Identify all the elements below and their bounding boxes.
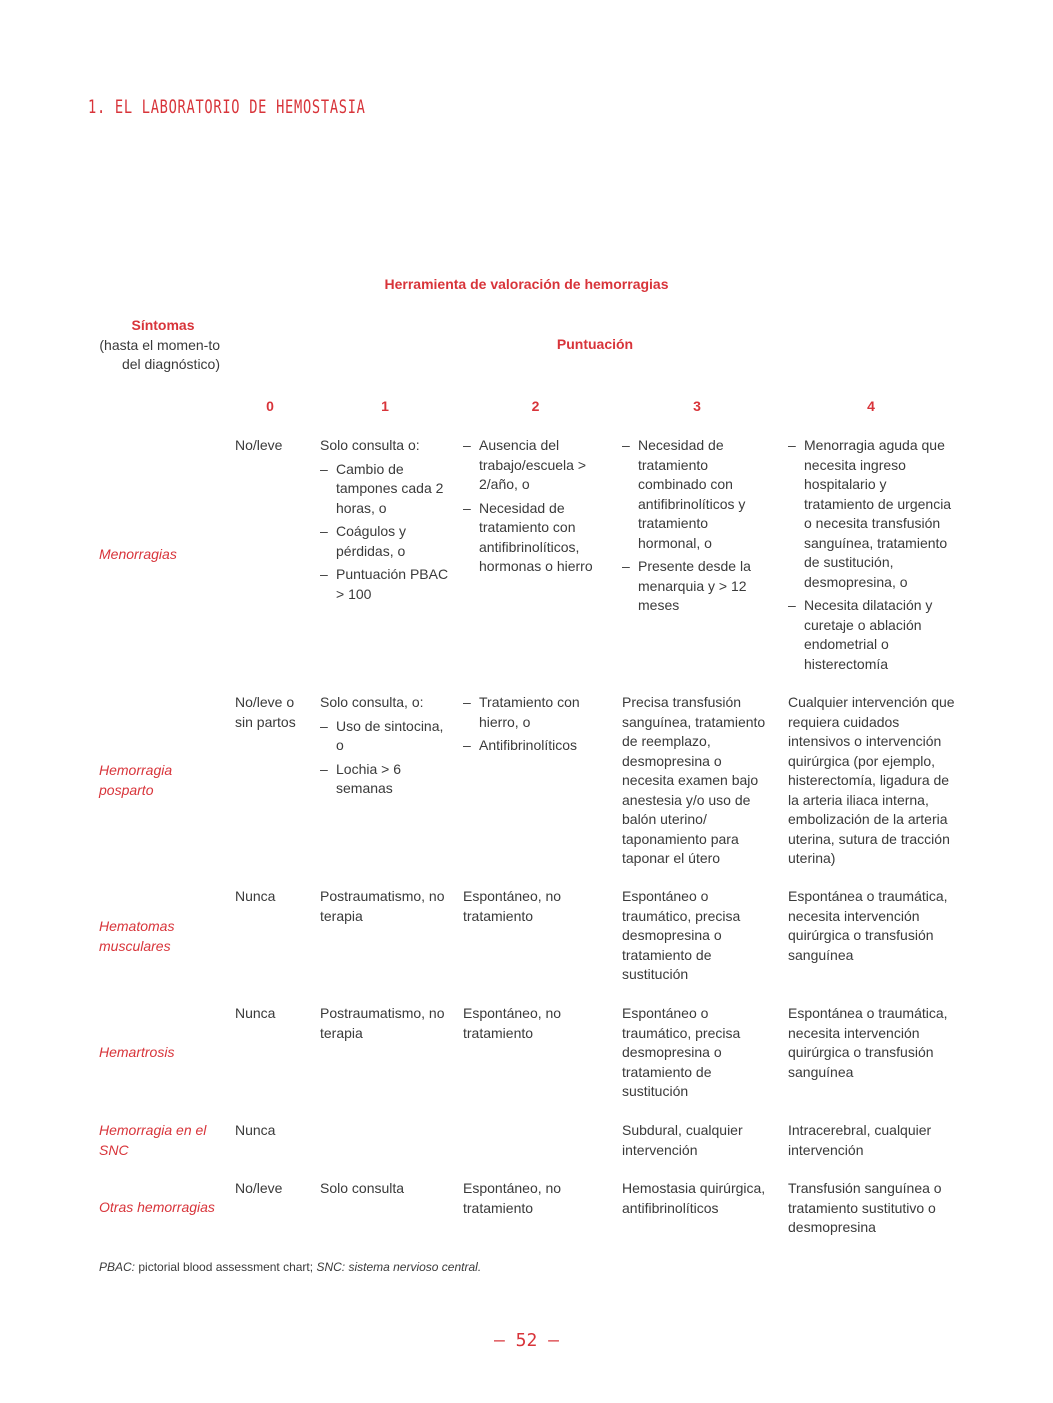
cell-posparto-3: Precisa transfusión sanguínea, tratamiento de reemplazo, desmopresina o necesita examen bajo anestesia y/o uso de balón uterino/ taponamiento para taponar el útero bbox=[622, 694, 766, 866]
column-header-2: 2 bbox=[531, 398, 540, 414]
list-item: – Puntuación PBAC > 100 bbox=[320, 565, 455, 604]
cell-otras-4: Transfusión sanguínea o tratamiento sustitutivo o desmopresina bbox=[788, 1180, 942, 1235]
bullet-list bbox=[463, 436, 608, 577]
cell-hematomas-3: Espontáneo o traumático, precisa desmopresina o tratamiento de sustitución bbox=[622, 888, 741, 982]
cell-otras-2: Espontáneo, no tratamiento bbox=[463, 1180, 562, 1216]
bullet-list bbox=[463, 693, 608, 756]
footnote-abbr-snc: SNC: sistema nervioso central. bbox=[316, 1260, 482, 1274]
cell-menorragias-2 bbox=[463, 436, 608, 581]
cell-snc-0: Nunca bbox=[235, 1122, 276, 1138]
list-item: – Necesidad de tratamiento con antifibrinolíticos, hormonas o hierro bbox=[463, 499, 608, 577]
symptom-hemorragia-snc: Hemorragia en el SNC bbox=[99, 1122, 207, 1158]
list-item: – Presente desde la menarquia y > 12 meses bbox=[622, 557, 762, 616]
cell-hemartrosis-3: Espontáneo o traumático, precisa desmopresina o tratamiento de sustitución bbox=[622, 1005, 741, 1099]
cell-posparto-0: No/leve o sin partos bbox=[235, 694, 296, 730]
cell-intro: Solo consulta, o: bbox=[320, 694, 424, 710]
list-item: – Cambio de tampones cada 2 horas, o bbox=[320, 460, 455, 519]
cell-hematomas-0: Nunca bbox=[235, 888, 276, 904]
cell-hemartrosis-4: Espontánea o traumática, necesita intervención quirúrgica o transfusión sanguínea bbox=[788, 1005, 948, 1080]
bullet-list bbox=[788, 436, 958, 674]
symptom-hemorragia-posparto: Hemorragia posparto bbox=[99, 762, 173, 798]
page-number: – 52 – bbox=[493, 1330, 560, 1351]
cell-menorragias-3 bbox=[622, 436, 762, 620]
cell-otras-1: Solo consulta bbox=[320, 1180, 405, 1196]
bullet-list bbox=[622, 436, 762, 616]
cell-hemartrosis-2: Espontáneo, no tratamiento bbox=[463, 1005, 562, 1041]
chapter-title: 1. EL LABORATORIO DE HEMOSTASIA bbox=[88, 96, 366, 118]
cell-hemartrosis-1: Postraumatismo, no terapia bbox=[320, 1005, 445, 1041]
cell-posparto-2 bbox=[463, 693, 608, 760]
cell-posparto-1 bbox=[320, 693, 450, 803]
footnote bbox=[99, 1260, 481, 1274]
list-item: – Antifibrinolíticos bbox=[463, 736, 608, 756]
symptom-menorragias: Menorragias bbox=[99, 546, 177, 562]
bullet-list bbox=[320, 717, 450, 799]
cell-snc-3: Subdural, cualquier intervención bbox=[622, 1122, 743, 1158]
column-header-3: 3 bbox=[693, 398, 701, 414]
cell-hematomas-1: Postraumatismo, no terapia bbox=[320, 888, 445, 924]
cell-hematomas-2: Espontáneo, no tratamiento bbox=[463, 888, 562, 924]
column-header-0: 0 bbox=[266, 398, 274, 414]
cell-posparto-4: Cualquier intervención que requiera cuidados intensivos o intervención quirúrgica (por ejemplo, histerectomía, ligadura de la arteria iliaca interna, embolización de la arteria uterina, sutura de tracción uterina) bbox=[788, 694, 955, 866]
list-item: – Menorragia aguda que necesita ingreso hospitalario y tratamiento de urgencia o necesita transfusión sanguínea, tratamiento de sustitución, desmopresina, o bbox=[788, 436, 958, 592]
list-item: – Ausencia del trabajo/escuela > 2/año, o bbox=[463, 436, 608, 495]
list-item: – Coágulos y pérdidas, o bbox=[320, 522, 455, 561]
cell-otras-3: Hemostasia quirúrgica, antifibrinolíticos bbox=[622, 1180, 766, 1216]
list-item: – Necesidad de tratamiento combinado con antifibrinolíticos y tratamiento hormonal, o bbox=[622, 436, 762, 553]
column-header-4: 4 bbox=[867, 398, 875, 414]
symptom-hematomas-musculares: Hematomas musculares bbox=[99, 918, 175, 954]
cell-menorragias-4 bbox=[788, 436, 958, 678]
cell-menorragias-0: No/leve bbox=[235, 437, 283, 453]
cell-hematomas-4: Espontánea o traumática, necesita intervención quirúrgica o transfusión sanguínea bbox=[788, 888, 948, 963]
cell-intro: Solo consulta o: bbox=[320, 437, 420, 453]
cell-menorragias-1 bbox=[320, 436, 455, 608]
list-item: – Necesita dilatación y curetaje o ablación endometrial o histerectomía bbox=[788, 596, 958, 674]
score-header: Puntuación bbox=[556, 336, 634, 352]
list-item: – Tratamiento con hierro, o bbox=[463, 693, 608, 732]
list-item: – Uso de sintocina, o bbox=[320, 717, 450, 756]
column-header-1: 1 bbox=[381, 398, 389, 414]
cell-snc-4: Intracerebral, cualquier intervención bbox=[788, 1122, 932, 1158]
symptoms-header bbox=[96, 316, 220, 375]
table-title: Herramienta de valoración de hemorragias bbox=[384, 276, 669, 292]
bullet-list bbox=[320, 460, 455, 605]
symptom-otras-hemorragias: Otras hemorragias bbox=[99, 1199, 215, 1215]
list-item: – Lochia > 6 semanas bbox=[320, 760, 450, 799]
symptoms-header-label: Síntomas bbox=[131, 317, 195, 333]
symptoms-subheader: (hasta el momen-to del diagnóstico) bbox=[99, 336, 220, 372]
symptom-hemartrosis: Hemartrosis bbox=[99, 1044, 175, 1060]
footnote-def-pbac: pictorial blood assessment chart; bbox=[135, 1260, 317, 1274]
cell-hemartrosis-0: Nunca bbox=[235, 1005, 276, 1021]
cell-otras-0: No/leve bbox=[235, 1180, 283, 1196]
footnote-abbr-pbac: PBAC: bbox=[99, 1260, 136, 1274]
